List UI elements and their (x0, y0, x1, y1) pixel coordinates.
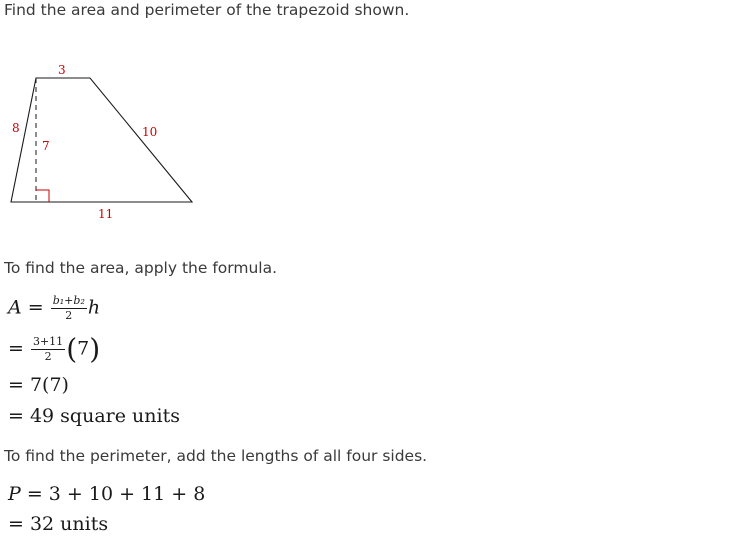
top-base-label: 3 (58, 63, 66, 77)
trapezoid-figure (0, 55, 220, 225)
left-side-label: 8 (12, 121, 20, 135)
height-var: h (87, 296, 101, 319)
perimeter-sum: = 3 + 10 + 11 + 8 (20, 483, 206, 505)
fraction-denominator: 2 (65, 309, 73, 322)
perimeter-var: P (8, 483, 21, 505)
right-angle-marker (36, 190, 49, 202)
substitution-fraction (31, 336, 65, 363)
height-label: 7 (42, 139, 50, 153)
area-substitution (8, 332, 101, 366)
area-formula (8, 295, 100, 322)
trapezoid-shape (11, 78, 192, 202)
open-paren: ( (66, 332, 78, 366)
equals-sign: = (21, 296, 50, 319)
equals-sign: = (8, 337, 30, 360)
fraction-numerator: b₁+b₂ (52, 294, 85, 307)
perimeter-formula (8, 482, 205, 506)
close-paren: ) (89, 332, 101, 366)
problem-statement: Find the area and perimeter of the trapezoid shown. (4, 1, 410, 19)
area-step-3: = 7(7) (8, 374, 69, 396)
perimeter-result: = 32 units (8, 513, 109, 535)
perimeter-instruction: To find the perimeter, add the lengths of all four sides. (4, 447, 428, 465)
fraction-numerator: 3+11 (32, 335, 64, 348)
height-value: 7 (77, 337, 90, 360)
bottom-base-label: 11 (98, 207, 114, 221)
right-side-label: 10 (142, 125, 158, 139)
area-result: = 49 square units (8, 405, 180, 427)
area-instruction: To find the area, apply the formula. (4, 259, 278, 277)
area-var: A (8, 296, 22, 319)
formula-fraction (51, 295, 87, 322)
fraction-denominator: 2 (44, 350, 52, 363)
